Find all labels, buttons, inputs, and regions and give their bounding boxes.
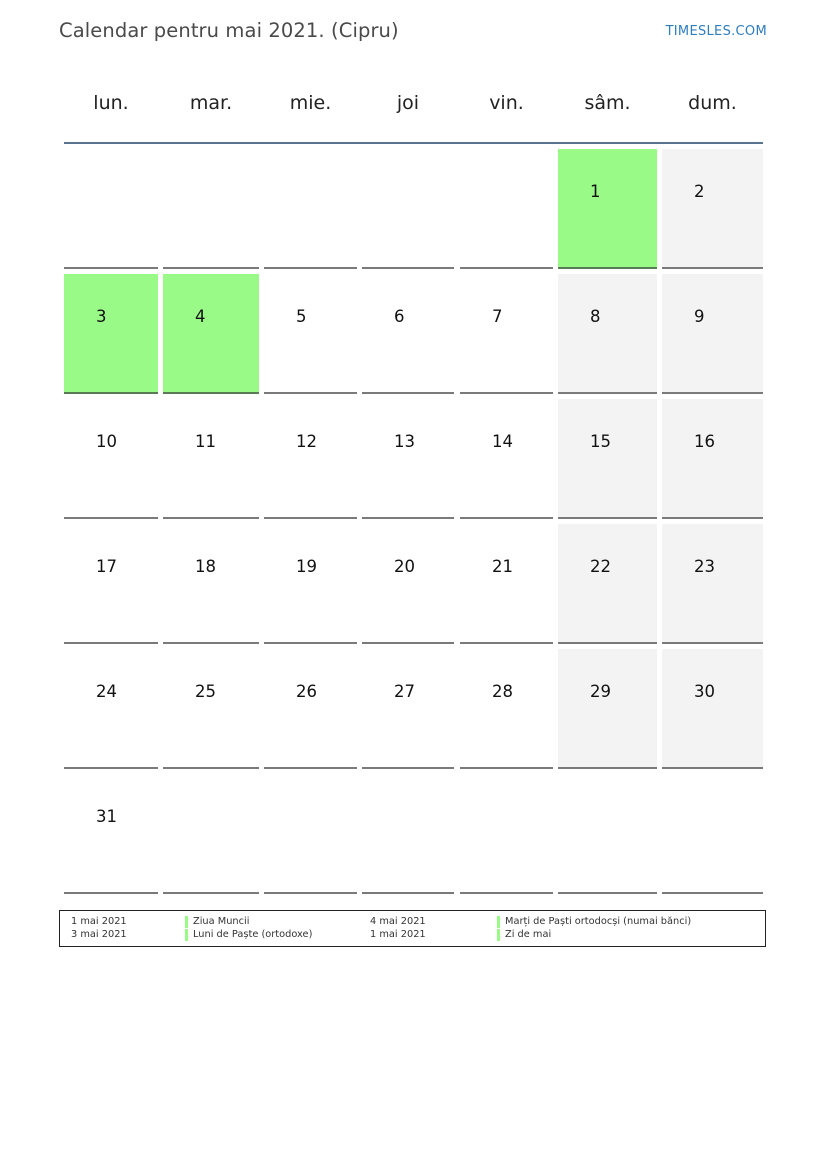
holiday-color-marker — [185, 929, 188, 941]
day-number: 11 — [195, 432, 216, 451]
cell-divider — [460, 642, 553, 644]
day-cell[interactable] — [163, 524, 259, 644]
day-cell[interactable] — [64, 274, 158, 394]
cell-divider — [362, 892, 454, 894]
day-number: 14 — [492, 432, 513, 451]
day-cell[interactable] — [662, 649, 763, 769]
day-number: 3 — [96, 307, 107, 326]
empty-cell — [163, 774, 259, 894]
day-cell[interactable] — [362, 524, 454, 644]
day-cell[interactable] — [558, 524, 657, 644]
legend-date: 1 mai 2021 — [71, 916, 127, 927]
legend-date: 1 mai 2021 — [370, 929, 426, 940]
day-number: 7 — [492, 307, 503, 326]
day-cell[interactable] — [362, 274, 454, 394]
day-cell[interactable] — [362, 649, 454, 769]
cell-divider — [362, 517, 454, 519]
cell-divider — [662, 517, 763, 519]
day-cell[interactable] — [64, 649, 158, 769]
day-number: 8 — [590, 307, 601, 326]
cell-divider — [662, 642, 763, 644]
cell-divider — [362, 392, 454, 394]
empty-cell — [362, 774, 454, 894]
cell-divider — [362, 767, 454, 769]
day-number: 4 — [195, 307, 206, 326]
day-cell[interactable] — [460, 649, 553, 769]
weekday-label: dum. — [688, 92, 737, 114]
cell-divider — [64, 267, 158, 269]
day-number: 5 — [296, 307, 307, 326]
cell-divider — [264, 642, 357, 644]
cell-divider — [264, 267, 357, 269]
empty-cell — [264, 149, 357, 269]
cell-divider — [558, 517, 657, 519]
cell-divider — [264, 767, 357, 769]
cell-divider — [163, 267, 259, 269]
cell-divider — [362, 267, 454, 269]
day-number: 24 — [96, 682, 117, 701]
day-cell[interactable] — [163, 649, 259, 769]
day-number: 15 — [590, 432, 611, 451]
cell-divider — [558, 892, 657, 894]
day-number: 22 — [590, 557, 611, 576]
day-number: 18 — [195, 557, 216, 576]
cell-divider — [163, 517, 259, 519]
day-cell[interactable] — [64, 524, 158, 644]
cell-divider — [662, 267, 763, 269]
day-number: 20 — [394, 557, 415, 576]
day-number: 6 — [394, 307, 405, 326]
legend-holiday-name: Ziua Muncii — [185, 916, 249, 927]
day-number: 27 — [394, 682, 415, 701]
cell-divider — [64, 642, 158, 644]
cell-divider — [64, 392, 158, 394]
legend-holiday-name: Zi de mai — [497, 929, 551, 940]
day-number: 13 — [394, 432, 415, 451]
weekday-label: lun. — [93, 92, 129, 114]
day-cell[interactable] — [264, 274, 357, 394]
day-number: 25 — [195, 682, 216, 701]
day-cell[interactable] — [163, 274, 259, 394]
cell-divider — [64, 892, 158, 894]
cell-divider — [163, 392, 259, 394]
holiday-color-marker — [497, 916, 500, 928]
day-number: 23 — [694, 557, 715, 576]
cell-divider — [163, 892, 259, 894]
cell-divider — [460, 517, 553, 519]
day-cell[interactable] — [662, 524, 763, 644]
holiday-color-marker — [185, 916, 188, 928]
legend-holiday-name: Marți de Paști ortodocși (numai bănci) — [497, 916, 691, 927]
cell-divider — [662, 892, 763, 894]
day-number: 10 — [96, 432, 117, 451]
day-number: 12 — [296, 432, 317, 451]
cell-divider — [264, 517, 357, 519]
empty-cell — [460, 774, 553, 894]
day-cell[interactable] — [460, 524, 553, 644]
day-cell[interactable] — [64, 774, 158, 894]
day-cell[interactable] — [558, 149, 657, 269]
cell-divider — [64, 517, 158, 519]
cell-divider — [460, 267, 553, 269]
day-number: 28 — [492, 682, 513, 701]
day-cell[interactable] — [558, 649, 657, 769]
holiday-color-marker — [497, 929, 500, 941]
cell-divider — [558, 267, 657, 269]
legend-date: 4 mai 2021 — [370, 916, 426, 927]
page-title: Calendar pentru mai 2021. (Cipru) — [59, 19, 399, 42]
day-cell[interactable] — [558, 399, 657, 519]
cell-divider — [163, 642, 259, 644]
day-cell[interactable] — [460, 274, 553, 394]
empty-cell — [264, 774, 357, 894]
day-cell[interactable] — [662, 274, 763, 394]
empty-cell — [662, 774, 763, 894]
legend-date: 3 mai 2021 — [71, 929, 127, 940]
day-cell[interactable] — [264, 524, 357, 644]
day-number: 2 — [694, 182, 705, 201]
empty-cell — [362, 149, 454, 269]
cell-divider — [662, 392, 763, 394]
day-cell[interactable] — [662, 149, 763, 269]
weekday-label: sâm. — [584, 92, 631, 114]
day-cell[interactable] — [662, 399, 763, 519]
day-cell[interactable] — [460, 399, 553, 519]
day-cell[interactable] — [264, 649, 357, 769]
empty-cell — [558, 774, 657, 894]
day-number: 21 — [492, 557, 513, 576]
day-cell[interactable] — [558, 274, 657, 394]
day-number: 9 — [694, 307, 705, 326]
day-cell[interactable] — [264, 399, 357, 519]
day-cell[interactable] — [163, 399, 259, 519]
cell-divider — [64, 767, 158, 769]
day-cell[interactable] — [64, 399, 158, 519]
weekday-label: vin. — [489, 92, 524, 114]
weekday-label: mie. — [289, 92, 332, 114]
cell-divider — [558, 392, 657, 394]
day-number: 16 — [694, 432, 715, 451]
empty-cell — [163, 149, 259, 269]
day-number: 19 — [296, 557, 317, 576]
cell-divider — [460, 892, 553, 894]
day-number: 26 — [296, 682, 317, 701]
day-number: 31 — [96, 807, 117, 826]
empty-cell — [460, 149, 553, 269]
day-cell[interactable] — [362, 399, 454, 519]
cell-divider — [264, 392, 357, 394]
cell-divider — [558, 767, 657, 769]
legend-holiday-name: Luni de Paște (ortodoxe) — [185, 929, 312, 940]
site-link[interactable]: TIMESLES.COM — [665, 24, 767, 39]
cell-divider — [558, 642, 657, 644]
empty-cell — [64, 149, 158, 269]
cell-divider — [460, 767, 553, 769]
day-number: 29 — [590, 682, 611, 701]
header-divider — [64, 142, 763, 144]
cell-divider — [163, 767, 259, 769]
cell-divider — [264, 892, 357, 894]
weekday-label: joi — [396, 92, 420, 114]
holiday-legend — [59, 910, 766, 947]
day-number: 1 — [590, 182, 601, 201]
day-number: 30 — [694, 682, 715, 701]
cell-divider — [362, 642, 454, 644]
day-number: 17 — [96, 557, 117, 576]
cell-divider — [460, 392, 553, 394]
weekday-label: mar. — [189, 92, 233, 114]
cell-divider — [662, 767, 763, 769]
